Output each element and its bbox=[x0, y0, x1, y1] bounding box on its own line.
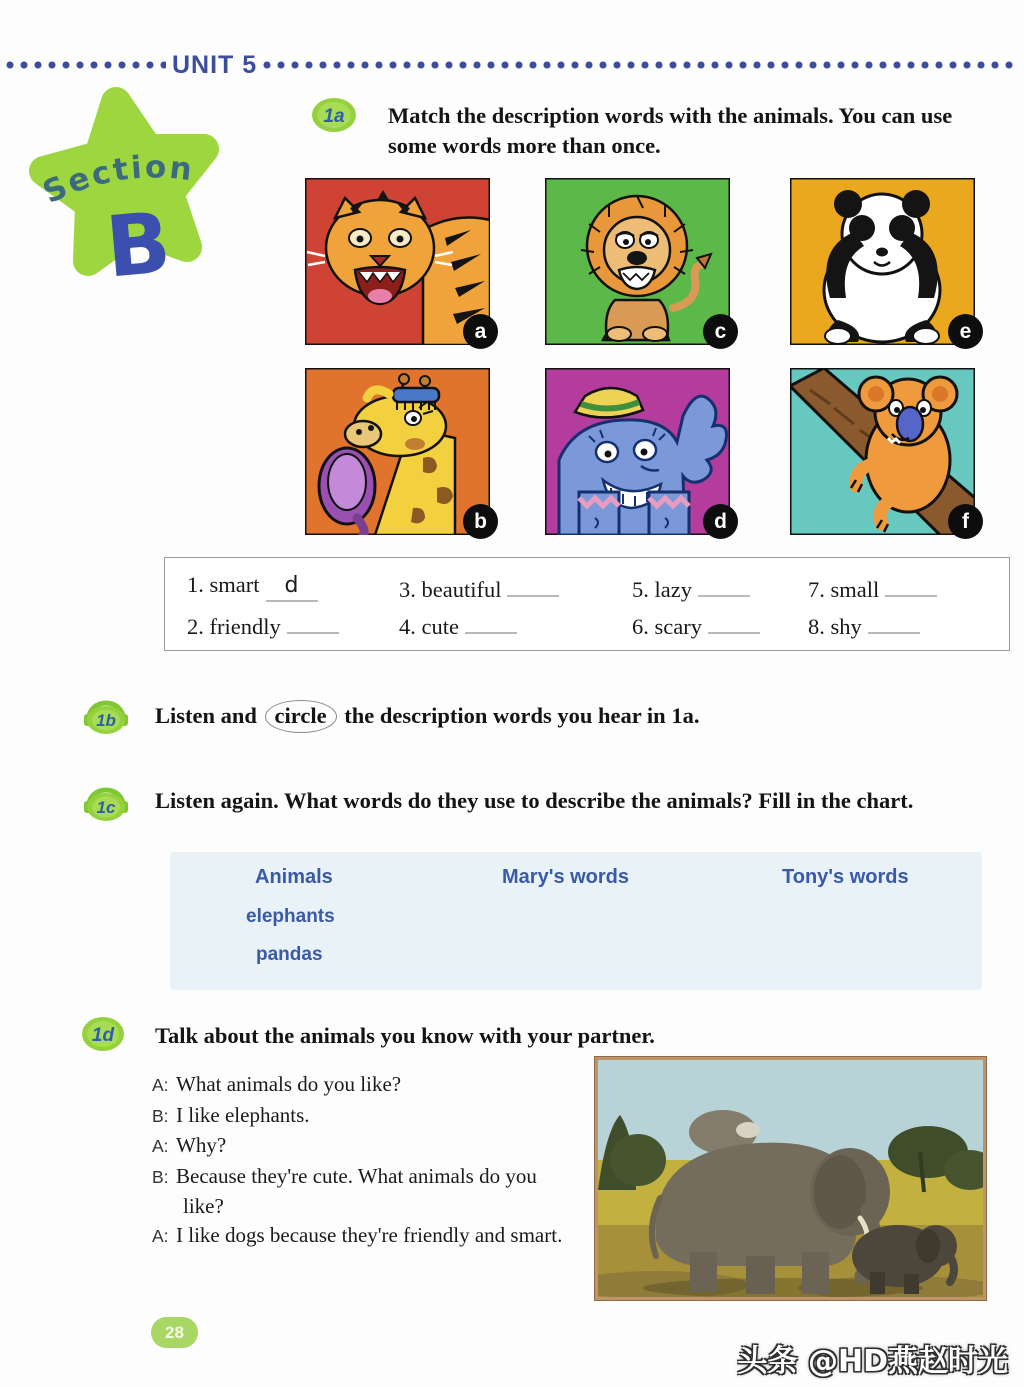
answer-blank: d bbox=[266, 576, 318, 602]
tile-letter-f: f bbox=[948, 504, 983, 539]
badge-1c-label: 1c bbox=[96, 798, 116, 817]
word-item-cute: 4. cute bbox=[399, 608, 632, 640]
animal-tile-elephant bbox=[545, 368, 730, 535]
elephant-family-image bbox=[598, 1060, 983, 1297]
dialogue-line: A: Why? bbox=[152, 1133, 227, 1157]
instruction-1d: Talk about the animals you know with your partner. bbox=[155, 1023, 655, 1048]
animal-tile-lion bbox=[545, 178, 730, 345]
chart-header-tony: Tony's words bbox=[782, 866, 909, 888]
elephant-illustration bbox=[545, 368, 730, 535]
dotted-rule bbox=[6, 61, 166, 69]
activity-1c-badge bbox=[80, 781, 132, 825]
chart-row-elephants: elephants bbox=[246, 906, 335, 927]
word-item-friendly: 2. friendly bbox=[187, 608, 399, 640]
word-item-smart: 1. smart d bbox=[187, 572, 399, 602]
star-icon bbox=[18, 74, 240, 296]
animal-tile-tiger bbox=[305, 178, 490, 345]
activity-1d-badge bbox=[80, 1016, 126, 1052]
koala-illustration bbox=[790, 368, 975, 535]
answer-blank bbox=[885, 571, 937, 597]
dialogue-line: B: Because they're cute. What animals do you like? bbox=[152, 1163, 537, 1218]
watermark: 头条 @HD燕赵时光 bbox=[737, 1344, 1008, 1379]
answer-blank bbox=[507, 571, 559, 597]
answer-blank bbox=[698, 571, 750, 597]
listening-chart bbox=[170, 852, 982, 990]
tile-letter-c: c bbox=[703, 314, 738, 349]
word-item-beautiful: 3. beautiful bbox=[399, 571, 632, 603]
section-label: Section bbox=[37, 149, 197, 212]
panda-illustration bbox=[790, 178, 975, 345]
tile-letter-a: a bbox=[463, 314, 498, 349]
dialogue-line: A: I like dogs because they're friendly and smart. bbox=[152, 1223, 563, 1247]
word-item-scary: 6. scary bbox=[632, 608, 808, 640]
tile-letter-d: d bbox=[703, 504, 738, 539]
instruction-1c: Listen again. What words do they use to describe the animals? Fill in the chart. bbox=[155, 788, 914, 813]
section-star bbox=[18, 74, 240, 306]
animal-tile-koala bbox=[790, 368, 975, 535]
dotted-rule bbox=[263, 61, 1018, 69]
badge-1b-label: 1b bbox=[96, 711, 116, 730]
unit-title: UNIT 5 bbox=[172, 50, 258, 79]
section-letter: B bbox=[102, 193, 175, 296]
chart-row-pandas: pandas bbox=[256, 944, 323, 965]
page-number-badge: 28 bbox=[151, 1317, 198, 1348]
answer-blank bbox=[465, 608, 517, 634]
dialogue bbox=[152, 1070, 570, 1252]
giraffe-illustration bbox=[305, 368, 490, 535]
instruction-1a: Match the description words with the animals. You can use some words more than once. bbox=[388, 103, 953, 159]
answer-blank bbox=[708, 608, 760, 634]
circled-word: circle bbox=[265, 700, 337, 733]
tiger-illustration bbox=[305, 178, 490, 345]
unit-header bbox=[6, 50, 1018, 79]
elephants-photo bbox=[595, 1057, 986, 1300]
word-item-small: 7. small bbox=[808, 571, 993, 603]
chart-header-animals: Animals bbox=[255, 866, 333, 888]
answer-blank bbox=[868, 608, 920, 634]
chart-header-mary: Mary's words bbox=[502, 866, 630, 888]
tile-letter-b: b bbox=[463, 504, 498, 539]
activity-1b-badge bbox=[80, 694, 132, 738]
word-match-box bbox=[164, 557, 1010, 651]
badge-1d-label: 1d bbox=[91, 1025, 115, 1046]
answer-blank bbox=[287, 608, 339, 634]
dialogue-line: A: What animals do you like? bbox=[152, 1072, 402, 1096]
animal-tile-panda bbox=[790, 178, 975, 345]
word-item-shy: 8. shy bbox=[808, 608, 993, 640]
activity-1a-badge bbox=[311, 97, 357, 133]
dialogue-line: B: I like elephants. bbox=[152, 1102, 310, 1127]
animal-tile-giraffe bbox=[305, 368, 490, 535]
instruction-1b: Listen and circle the description words you hear in 1a. bbox=[155, 700, 985, 733]
word-item-lazy: 5. lazy bbox=[632, 571, 808, 603]
tile-letter-e: e bbox=[948, 314, 983, 349]
badge-1a-label: 1a bbox=[323, 106, 345, 127]
lion-illustration bbox=[545, 178, 730, 345]
